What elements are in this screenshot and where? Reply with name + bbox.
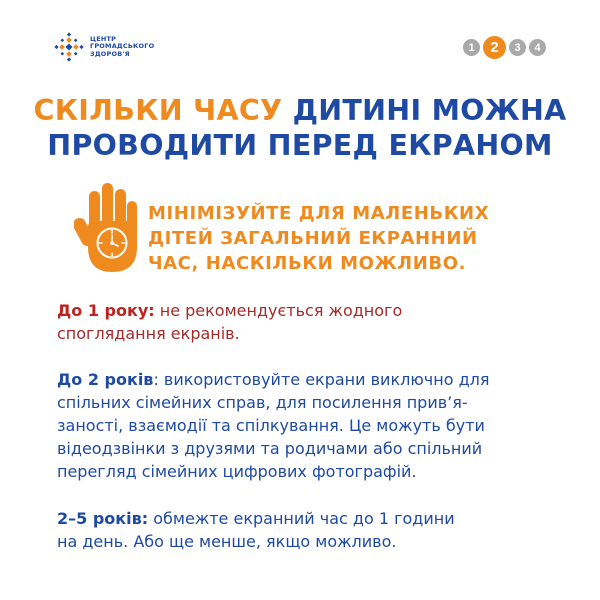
section-line: спільних сімейних справ, для посилення прив’я- <box>57 393 468 412</box>
section-text: : використовуйте екрани виключно для <box>153 370 490 389</box>
section-line: споглядання екранів. <box>57 324 240 343</box>
title-accent: СКІЛЬКИ ЧАСУ <box>33 94 283 127</box>
page-indicator <box>463 36 546 59</box>
page-dot-3[interactable]: 3 <box>509 39 526 56</box>
logo-emblem-icon <box>54 32 84 62</box>
section-line <box>57 507 577 530</box>
section-under-1-year <box>57 299 577 345</box>
section-lead: До 1 року: <box>57 301 155 320</box>
title-rest: ДИТИНІ МОЖНА <box>282 94 567 127</box>
title-line-1 <box>0 93 600 128</box>
page-dot-4[interactable]: 4 <box>529 39 546 56</box>
section-line <box>57 299 577 322</box>
page-dot-2-active[interactable]: 2 <box>483 36 506 59</box>
section-line: перегляд сімейних цифрових фотографій. <box>57 462 417 481</box>
section-text: обмежте екранний час до 1 години <box>148 509 455 528</box>
highlight-message <box>148 201 548 276</box>
logo-line: ГРОМАДСЬКОГО <box>90 42 155 51</box>
title-line-2: ПРОВОДИТИ ПЕРЕД ЕКРАНОМ <box>47 129 553 162</box>
section-line: на день. Або ще менше, якщо можливо. <box>57 532 397 551</box>
section-lead: 2–5 років: <box>57 509 149 528</box>
hand-clock-icon <box>74 181 142 277</box>
section-2-5-years <box>57 507 577 553</box>
logo-line: ЗДОРОВ'Я <box>90 49 130 58</box>
highlight-line: ЧАС, НАСКІЛЬКИ МОЖЛИВО. <box>148 253 467 274</box>
section-under-2-years <box>57 368 577 483</box>
page-title <box>0 93 600 163</box>
section-lead: До 2 років <box>57 370 154 389</box>
logo-text <box>90 36 154 59</box>
highlight-line: МІНІМІЗУЙТЕ ДЛЯ МАЛЕНЬКИХ <box>148 203 490 224</box>
section-line: відеодзвінки з друзями та родичами або спільний <box>57 439 483 458</box>
page-dot-1[interactable]: 1 <box>463 39 480 56</box>
section-line <box>57 368 577 391</box>
logo <box>54 32 154 62</box>
logo-line: ЦЕНТР <box>90 34 117 43</box>
section-text: не рекомендується жодного <box>154 301 403 320</box>
section-line: заності, взаємодії та спілкування. Це можуть бути <box>57 416 485 435</box>
highlight-line: ДІТЕЙ ЗАГАЛЬНИЙ ЕКРАННИЙ <box>148 228 478 249</box>
